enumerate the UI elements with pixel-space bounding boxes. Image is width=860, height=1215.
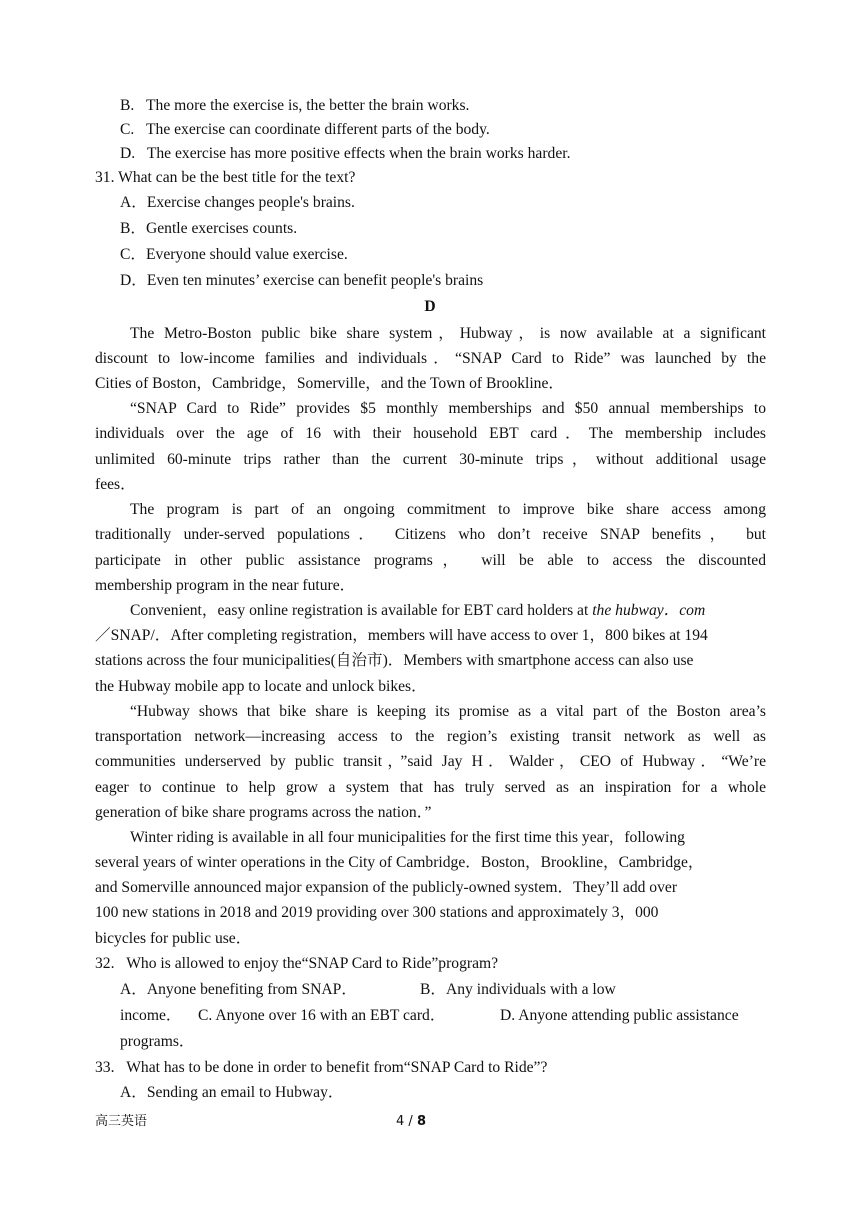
- passage-line: stations across the four municipalities(自治市)．Members with smartphone access can also use: [95, 652, 694, 669]
- passage-line: The Metro-Boston public bike share system，Hubway，is now available at a significant: [130, 325, 766, 342]
- footer-page-number: [396, 1113, 426, 1131]
- q32-question: 32. Who is allowed to enjoy the“SNAP Card to Ride”program?: [95, 955, 499, 972]
- passage-line: traditionally under-served populations． Citizens who don’t receive SNAP benefits， but: [95, 526, 766, 543]
- page-current: 4: [396, 1114, 405, 1129]
- passage-line: membership program in the near future．: [95, 577, 356, 594]
- passage-line: participate in other public assistance programs， will be able to access the discounted: [95, 552, 766, 569]
- passage-line: the Hubway mobile app to locate and unlock bikes．: [95, 678, 427, 695]
- q33-question: 33. What has to be done in order to benefit from“SNAP Card to Ride”?: [95, 1059, 548, 1076]
- passage-line: bicycles for public use．: [95, 930, 252, 947]
- q31-option-b: B．Gentle exercises counts.: [120, 220, 298, 237]
- page-separator: /: [408, 1114, 413, 1129]
- passage-line: and Somerville announced major expansion of the publicly-owned system．They’ll add over: [95, 879, 678, 896]
- passage-line: 100 new stations in 2018 and 2019 providing over 300 stations and approximately 3，000: [95, 904, 659, 921]
- passage-line: Winter riding is available in all four municipalities for the first time this year，following: [130, 829, 685, 846]
- passage-line: fees．: [95, 476, 136, 493]
- q31-question: 31. What can be the best title for the text?: [95, 169, 356, 186]
- page-total: 8: [416, 1114, 426, 1129]
- passage-line: transportation network—increasing access to the region’s existing transit network as well as: [95, 728, 766, 745]
- passage-line: eager to continue to help grow a system that has truly served as an inspiration for a whole: [95, 779, 766, 796]
- passage-line: several years of winter operations in the City of Cambridge．Boston，Brookline，Cambridge，: [95, 854, 704, 871]
- passage-text: Convenient，easy online registration is available for EBT card holders at: [130, 602, 593, 619]
- q32-option-c: C. Anyone over 16 with an EBT card．: [198, 1007, 446, 1024]
- q31-option-d: D．Even ten minutes’ exercise can benefit people's brains: [120, 272, 484, 289]
- passage-line: discount to low-income families and individuals．“SNAP Card to Ride” was launched by the: [95, 350, 766, 367]
- q32-option-a: A．Anyone benefiting from SNAP．: [120, 981, 357, 998]
- q30-option-b: B. The more the exercise is, the better the brain works.: [120, 97, 470, 114]
- q32-option-d: D. Anyone attending public assistance: [500, 1007, 739, 1024]
- hubway-website-link[interactable]: the hubway．com: [592, 602, 706, 619]
- passage-line: The program is part of an ongoing commitment to improve bike share access among: [130, 501, 766, 518]
- passage-line: individuals over the age of 16 with their household EBT card．The membership includes: [95, 425, 766, 442]
- q32-option-b: B．Any individuals with a low: [420, 981, 616, 998]
- q30-option-c: C. The exercise can coordinate different parts of the body.: [120, 121, 490, 138]
- q31-option-a: A．Exercise changes people's brains.: [120, 194, 355, 211]
- passage-line: “Hubway shows that bike share is keeping its promise as a vital part of the Boston area’s: [130, 703, 766, 720]
- passage-line: ／SNAP/．After completing registration，members will have access to over 1，800 bikes at 194: [95, 627, 708, 644]
- passage-line: “SNAP Card to Ride” provides $5 monthly memberships and $50 annual memberships to: [130, 400, 766, 417]
- q30-option-d: D. The exercise has more positive effects when the brain works harder.: [120, 145, 571, 162]
- passage-line: [130, 601, 705, 621]
- passage-line: unlimited 60-minute trips rather than the current 30-minute trips，without additional usage: [95, 451, 766, 468]
- q32-option-b-continued: income．: [120, 1007, 182, 1024]
- q33-option-a: A．Sending an email to Hubway．: [120, 1084, 344, 1101]
- section-heading: D: [424, 298, 436, 315]
- passage-line: generation of bike share programs across the nation．”: [95, 804, 432, 821]
- footer-subject: 高三英语: [95, 1114, 148, 1129]
- q31-option-c: C．Everyone should value exercise.: [120, 246, 348, 263]
- q32-option-d-continued: programs．: [120, 1033, 195, 1050]
- passage-line: communities underserved by public transit，”said Jay H．Walder，CEO of Hubway．“We’re: [95, 753, 766, 770]
- passage-line: Cities of Boston，Cambridge，Somerville，and the Town of Brookline．: [95, 375, 564, 392]
